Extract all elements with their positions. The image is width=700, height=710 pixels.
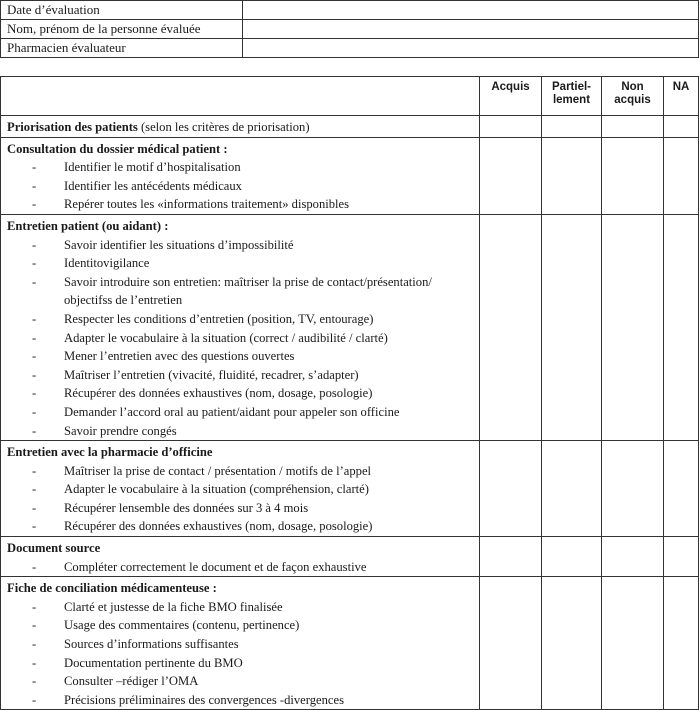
rating-cell-na[interactable] bbox=[664, 116, 699, 138]
rating-cell-partiellement[interactable] bbox=[542, 214, 602, 440]
section-row bbox=[1, 441, 699, 537]
criterion-text: Sources d’informations suffisantes bbox=[64, 637, 239, 652]
rating-cell-partiellement[interactable] bbox=[542, 441, 602, 537]
criterion-item bbox=[7, 403, 479, 422]
rating-cell-na[interactable] bbox=[664, 441, 699, 537]
column-header-na: NA bbox=[664, 77, 699, 116]
info-value-field[interactable] bbox=[243, 39, 699, 58]
info-value-field[interactable] bbox=[243, 1, 699, 20]
rating-cell-acquis[interactable] bbox=[480, 577, 542, 710]
info-label: Pharmacien évaluateur bbox=[1, 39, 243, 58]
rating-cell-partiellement[interactable] bbox=[542, 537, 602, 577]
column-header-non-acquis: Non acquis bbox=[602, 77, 664, 116]
criterion-item bbox=[7, 598, 479, 617]
rating-cell-na[interactable] bbox=[664, 137, 699, 214]
criterion-item bbox=[7, 177, 479, 196]
rating-cell-na[interactable] bbox=[664, 537, 699, 577]
bullet-dash: - bbox=[32, 404, 37, 419]
rating-cell-non-acquis[interactable] bbox=[602, 577, 664, 710]
rating-cell-acquis[interactable] bbox=[480, 441, 542, 537]
bullet-dash: - bbox=[32, 482, 37, 497]
criterion-item bbox=[7, 654, 479, 673]
rating-cell-acquis[interactable] bbox=[480, 116, 542, 138]
criterion-item bbox=[7, 347, 479, 366]
section-title bbox=[7, 539, 479, 558]
section-title-text: Document source bbox=[7, 541, 101, 556]
bullet-dash: - bbox=[32, 599, 37, 614]
section-criteria-cell bbox=[1, 214, 480, 440]
section-row bbox=[1, 116, 699, 138]
criterion-text: Documentation pertinente du BMO bbox=[64, 655, 243, 670]
criterion-text: Clarté et justesse de la fiche BMO finalisée bbox=[64, 599, 283, 614]
column-header-acquis: Acquis bbox=[480, 77, 542, 116]
competency-grid bbox=[0, 76, 699, 710]
section-criteria-cell bbox=[1, 116, 480, 138]
criterion-item bbox=[7, 691, 479, 710]
criterion-text: Usage des commentaires (contenu, pertinence) bbox=[64, 618, 300, 633]
bullet-dash: - bbox=[32, 519, 37, 534]
criterion-item bbox=[7, 635, 479, 654]
criterion-item bbox=[7, 329, 479, 348]
criterion-item bbox=[7, 616, 479, 635]
criterion-item bbox=[7, 195, 479, 214]
section-criteria-cell bbox=[1, 577, 480, 710]
criterion-item bbox=[7, 558, 479, 577]
rating-cell-non-acquis[interactable] bbox=[602, 214, 664, 440]
bullet-dash: - bbox=[32, 618, 37, 633]
criterion-text: Récupérer des données exhaustives (nom, dosage, posologie) bbox=[64, 386, 373, 401]
rating-cell-partiellement[interactable] bbox=[542, 577, 602, 710]
rating-cell-partiellement[interactable] bbox=[542, 137, 602, 214]
bullet-dash: - bbox=[32, 655, 37, 670]
section-title-text: Entretien patient (ou aidant) : bbox=[7, 218, 169, 233]
info-label: Nom, prénom de la personne évaluée bbox=[1, 20, 243, 39]
criterion-item bbox=[7, 462, 479, 481]
info-row bbox=[1, 1, 699, 20]
bullet-dash: - bbox=[32, 178, 37, 193]
bullet-dash: - bbox=[32, 274, 37, 289]
bullet-dash: - bbox=[32, 500, 37, 515]
grid-header-row bbox=[1, 77, 699, 116]
rating-cell-non-acquis[interactable] bbox=[602, 116, 664, 138]
evaluation-info-table bbox=[0, 0, 699, 58]
criterion-item bbox=[7, 517, 479, 536]
criterion-text: Adapter le vocabulaire à la situation (correct / audibilité / clarté) bbox=[64, 330, 388, 345]
section-criteria-cell bbox=[1, 441, 480, 537]
criterion-text: Précisions préliminaires des convergences -divergences bbox=[64, 692, 345, 707]
bullet-dash: - bbox=[32, 463, 37, 478]
bullet-dash: - bbox=[32, 237, 37, 252]
section-criteria-cell bbox=[1, 137, 480, 214]
section-row bbox=[1, 214, 699, 440]
info-row bbox=[1, 20, 699, 39]
bullet-dash: - bbox=[32, 330, 37, 345]
rating-cell-na[interactable] bbox=[664, 214, 699, 440]
criterion-item bbox=[7, 422, 479, 441]
criterion-text: Mener l’entretien avec des questions ouvertes bbox=[64, 349, 295, 364]
section-criteria-cell bbox=[1, 537, 480, 577]
bullet-dash: - bbox=[32, 559, 37, 574]
criterion-text: Savoir prendre congés bbox=[64, 423, 177, 438]
section-row bbox=[1, 577, 699, 710]
bullet-dash: - bbox=[32, 692, 37, 707]
criterion-text: Récupérer lensemble des données sur 3 à 4 mois bbox=[64, 500, 309, 515]
section-title-text: Entretien avec la pharmacie d’officine bbox=[7, 445, 213, 460]
criterion-item bbox=[7, 384, 479, 403]
rating-cell-acquis[interactable] bbox=[480, 537, 542, 577]
criterion-text: Récupérer des données exhaustives (nom, dosage, posologie) bbox=[64, 519, 373, 534]
criterion-item bbox=[7, 499, 479, 518]
section-title-text: Fiche de conciliation médicamenteuse : bbox=[7, 581, 217, 596]
bullet-dash: - bbox=[32, 637, 37, 652]
rating-cell-non-acquis[interactable] bbox=[602, 137, 664, 214]
bullet-dash: - bbox=[32, 311, 37, 326]
bullet-dash: - bbox=[32, 367, 37, 382]
section-title bbox=[7, 118, 479, 137]
info-row bbox=[1, 39, 699, 58]
bullet-dash: - bbox=[32, 160, 37, 175]
criterion-item bbox=[7, 254, 479, 273]
column-header-partiellement: Partiel- lement bbox=[542, 77, 602, 116]
rating-cell-non-acquis[interactable] bbox=[602, 441, 664, 537]
criterion-text-continuation: objectifss de l’entretien bbox=[64, 293, 183, 308]
bullet-dash: - bbox=[32, 423, 37, 438]
section-title bbox=[7, 140, 479, 159]
criterion-item bbox=[7, 366, 479, 385]
section-row bbox=[1, 137, 699, 214]
criterion-text: Maîtriser la prise de contact / présentation / motifs de l’appel bbox=[64, 463, 372, 478]
grid-header-blank bbox=[1, 77, 480, 116]
criterion-text: Compléter correctement le document et de façon exhaustive bbox=[64, 559, 367, 574]
criterion-text: Savoir introduire son entretien: maîtriser la prise de contact/présentation/ bbox=[64, 274, 432, 289]
section-title-text: Priorisation des patients bbox=[7, 120, 138, 134]
criterion-item bbox=[7, 480, 479, 499]
section-title bbox=[7, 443, 479, 462]
rating-cell-non-acquis[interactable] bbox=[602, 537, 664, 577]
criterion-text: Consulter –rédiger l’OMA bbox=[64, 674, 199, 689]
rating-cell-acquis[interactable] bbox=[480, 214, 542, 440]
criterion-text: Identitovigilance bbox=[64, 256, 150, 271]
criterion-text: Repérer toutes les «informations traitement» disponibles bbox=[64, 197, 350, 212]
criterion-item bbox=[7, 310, 479, 329]
criterion-text: Adapter le vocabulaire à la situation (compréhension, clarté) bbox=[64, 482, 369, 497]
criterion-text: Respecter les conditions d’entretien (position, TV, entourage) bbox=[64, 311, 374, 326]
section-row bbox=[1, 537, 699, 577]
section-title bbox=[7, 217, 479, 236]
criterion-text: Maîtriser l’entretien (vivacité, fluidité, recadrer, s’adapter) bbox=[64, 367, 359, 382]
criterion-text: Identifier le motif d’hospitalisation bbox=[64, 160, 241, 175]
info-label: Date d’évaluation bbox=[1, 1, 243, 20]
rating-cell-acquis[interactable] bbox=[480, 137, 542, 214]
criterion-text: Demander l’accord oral au patient/aidant pour appeler son officine bbox=[64, 404, 400, 419]
rating-cell-partiellement[interactable] bbox=[542, 116, 602, 138]
section-title-text: Consultation du dossier médical patient : bbox=[7, 141, 228, 156]
criterion-text: Identifier les antécédents médicaux bbox=[64, 178, 242, 193]
criterion-text: Savoir identifier les situations d’impossibilité bbox=[64, 237, 294, 252]
bullet-dash: - bbox=[32, 197, 37, 212]
section-title bbox=[7, 579, 479, 598]
criterion-item bbox=[7, 236, 479, 255]
bullet-dash: - bbox=[32, 349, 37, 364]
bullet-dash: - bbox=[32, 386, 37, 401]
section-note: (selon les critères de priorisation) bbox=[137, 120, 310, 134]
criterion-item bbox=[7, 158, 479, 177]
bullet-dash: - bbox=[32, 674, 37, 689]
rating-cell-na[interactable] bbox=[664, 577, 699, 710]
criterion-item bbox=[7, 273, 479, 310]
criterion-item bbox=[7, 672, 479, 691]
info-value-field[interactable] bbox=[243, 20, 699, 39]
bullet-dash: - bbox=[32, 256, 37, 271]
